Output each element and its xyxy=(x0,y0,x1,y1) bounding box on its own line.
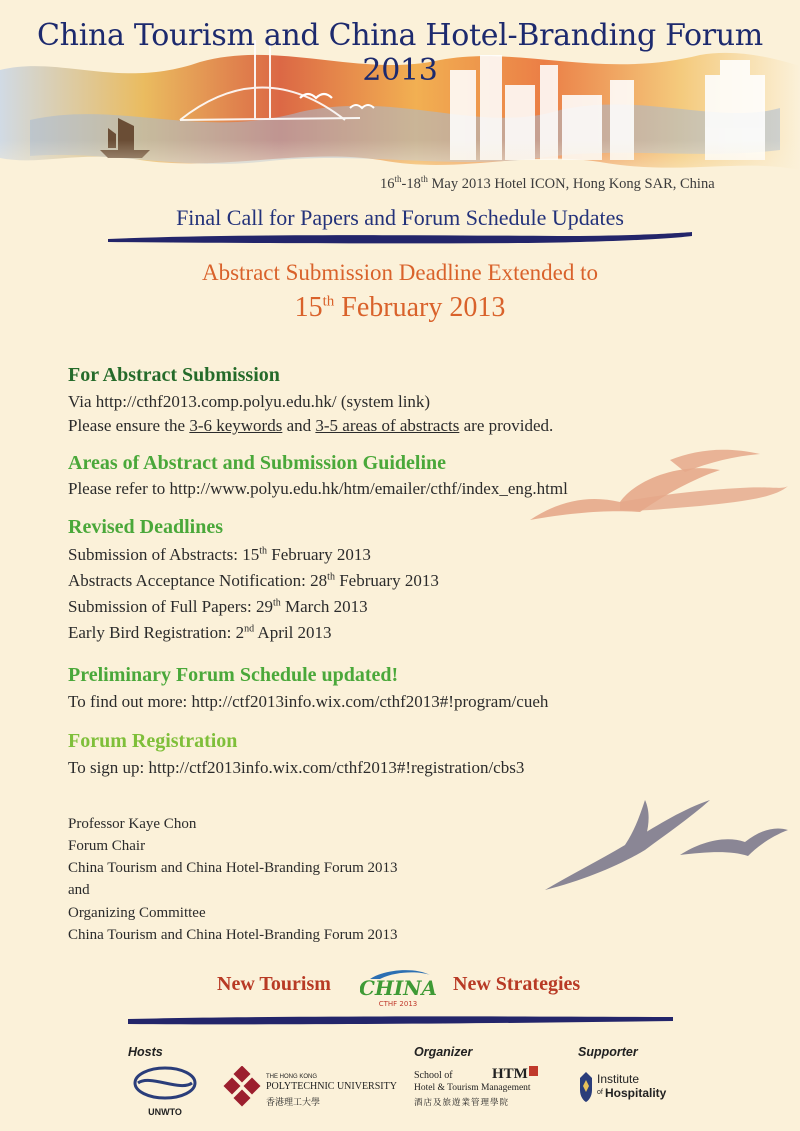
svg-text:CHINA: CHINA xyxy=(360,976,436,1000)
school-chinese-name: 酒店及旅遊業管理學院 xyxy=(414,1098,510,1108)
deadline-item: Early Bird Registration: 2nd April 2013 xyxy=(68,623,332,642)
registration-heading: Forum Registration xyxy=(68,730,238,752)
signature-line: and xyxy=(68,882,90,898)
submission-system-link[interactable]: Via http://cthf2013.comp.polyu.edu.hk/ (system link) xyxy=(68,392,431,411)
deadline-extended-heading: Abstract Submission Deadline Extended to xyxy=(201,260,599,285)
hosts-label: Hosts xyxy=(128,1045,163,1059)
deadline-item: Submission of Full Papers: 29th March 2013 xyxy=(68,597,368,616)
polyu-logo xyxy=(222,1066,397,1116)
schedule-updated-heading: Preliminary Forum Schedule updated! xyxy=(68,664,399,686)
polyu-emblem-icon xyxy=(222,1066,262,1108)
event-date-venue: 16th-18th May 2013 Hotel ICON, Hong Kong SAR, China xyxy=(380,174,715,192)
signature-line: China Tourism and China Hotel-Branding Forum 2013 xyxy=(68,860,398,876)
slogan-new-strategies: New Strategies xyxy=(453,973,581,995)
crest-icon xyxy=(578,1070,594,1104)
unwto-emblem-icon xyxy=(130,1066,200,1100)
bottom-brush-divider xyxy=(128,1013,673,1027)
school-name: Hotel & Tourism Management xyxy=(414,1083,531,1093)
ih-of-label: of xyxy=(597,1089,603,1096)
abstract-submission-heading: For Abstract Submission xyxy=(68,364,280,386)
polyu-chinese-name: 香港理工大學 xyxy=(266,1098,321,1108)
schedule-link[interactable]: To find out more: http://ctf2013info.wix.com/cthf2013#!program/cueh xyxy=(68,692,549,711)
signature-line: Professor Kaye Chon xyxy=(68,816,197,832)
supporter-label: Supporter xyxy=(578,1045,638,1059)
signature-line: Forum Chair xyxy=(68,838,146,854)
grey-bird-brush-decoration xyxy=(540,790,790,900)
svg-text:CTHF 2013: CTHF 2013 xyxy=(378,1000,418,1008)
polyu-name: POLYTECHNIC UNIVERSITY xyxy=(266,1081,397,1092)
submission-requirements: Please ensure the 3-6 keywords and 3-5 areas of abstracts are provided. xyxy=(68,416,554,435)
registration-link[interactable]: To sign up: http://ctf2013info.wix.com/cthf2013#!registration/cbs3 xyxy=(68,758,525,777)
china-logo-image xyxy=(360,965,436,1009)
deadline-item: Abstracts Acceptance Notification: 28th February 2013 xyxy=(68,571,439,590)
slogan-new-tourism: New Tourism xyxy=(217,973,331,995)
areas-guideline-heading: Areas of Abstract and Submission Guideline xyxy=(68,452,447,474)
unwto-label: UNWTO xyxy=(148,1107,182,1117)
deadline-item: Submission of Abstracts: 15th February 2013 xyxy=(68,545,371,564)
deadline-date: 15th February 2013 xyxy=(294,292,506,323)
forum-title: China Tourism and China Hotel-Branding Forum 2013 xyxy=(37,18,763,88)
final-call-heading: Final Call for Papers and Forum Schedule Updates xyxy=(176,205,624,230)
signature-line: Organizing Committee xyxy=(68,905,206,921)
school-of-label: School of xyxy=(414,1070,453,1081)
ih-institute-label: Institute xyxy=(597,1072,640,1086)
organizer-label: Organizer xyxy=(414,1045,473,1059)
htm-school-logo xyxy=(414,1066,544,1116)
unwto-logo xyxy=(130,1066,200,1116)
signature-line: China Tourism and China Hotel-Branding Forum 2013 xyxy=(68,927,398,943)
revised-deadlines-heading: Revised Deadlines xyxy=(68,516,223,538)
brush-stroke-divider xyxy=(108,230,692,246)
htm-red-seal-icon xyxy=(529,1066,538,1076)
polyu-small-label: THE HONG KONG xyxy=(266,1074,318,1080)
ih-hospitality-label: Hospitality xyxy=(605,1086,667,1100)
china-logo xyxy=(360,965,436,1009)
institute-of-hospitality-logo xyxy=(578,1068,688,1112)
htm-wordmark: HTM xyxy=(492,1066,538,1083)
guideline-link[interactable]: Please refer to http://www.polyu.edu.hk/htm/emailer/cthf/index_eng.html xyxy=(68,479,568,498)
